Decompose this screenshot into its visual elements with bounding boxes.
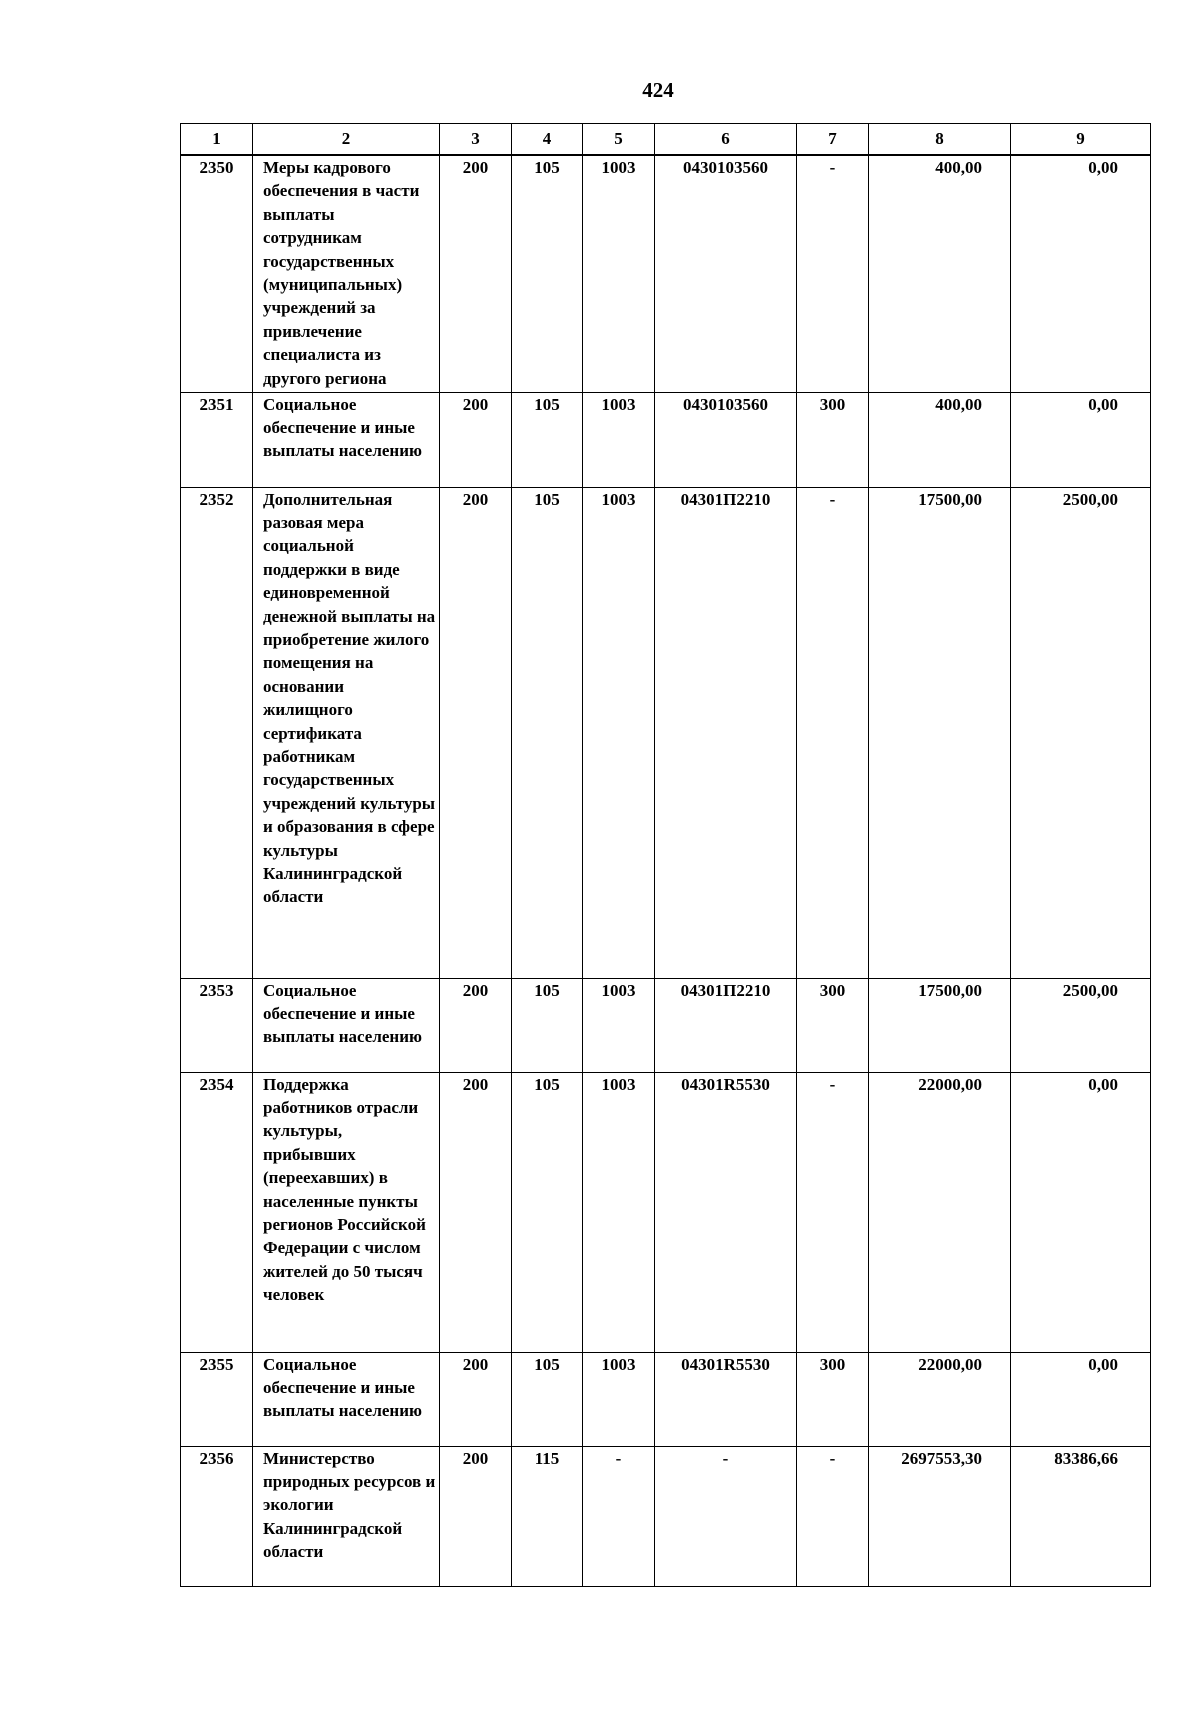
row-name-cell: Социальное обеспечение и иные выплаты населению	[253, 978, 440, 1072]
row-number-cell: 2355	[181, 1352, 253, 1446]
row-name-cell: Поддержка работников отрасли культуры, прибывших (переехавших) в населенные пункты регионов Российской Федерации с числом жителей до 50 тысяч человек	[253, 1072, 440, 1352]
col6-cell: 04301R5530	[655, 1352, 797, 1446]
header-cell: 4	[512, 124, 583, 156]
table-row	[181, 1072, 1151, 1352]
col6-cell: 04301R5530	[655, 1072, 797, 1352]
col4-cell: 115	[512, 1446, 583, 1586]
col9-amount-cell: 2500,00	[1011, 978, 1151, 1072]
page-number: 424	[642, 78, 674, 102]
col5-cell: 1003	[583, 978, 655, 1072]
col8-amount-cell: 17500,00	[869, 978, 1011, 1072]
col5-cell: 1003	[583, 487, 655, 978]
header-cell: 6	[655, 124, 797, 156]
header-cell: 5	[583, 124, 655, 156]
row-number-cell: 2352	[181, 487, 253, 978]
col4-cell: 105	[512, 978, 583, 1072]
col4-cell: 105	[512, 1072, 583, 1352]
col9-amount-cell: 0,00	[1011, 1072, 1151, 1352]
col6-cell: -	[655, 1446, 797, 1586]
col9-amount-cell: 0,00	[1011, 392, 1151, 487]
col4-cell: 105	[512, 392, 583, 487]
header-cell: 3	[440, 124, 512, 156]
col7-cell: 300	[797, 978, 869, 1072]
row-name-cell: Социальное обеспечение и иные выплаты населению	[253, 392, 440, 487]
header-cell: 2	[253, 124, 440, 156]
col4-cell: 105	[512, 155, 583, 392]
col3-cell: 200	[440, 1072, 512, 1352]
header-row	[181, 124, 1151, 156]
col8-amount-cell: 400,00	[869, 392, 1011, 487]
col3-cell: 200	[440, 1446, 512, 1586]
col3-cell: 200	[440, 1352, 512, 1446]
row-name-cell: Меры кадрового обеспечения в части выплаты сотрудникам государственных (муниципальных) учреждений за привлечение специалиста из другого региона	[253, 155, 440, 392]
row-number-cell: 2351	[181, 392, 253, 487]
header-cell: 8	[869, 124, 1011, 156]
row-name-cell: Министерство природных ресурсов и экологии Калининградской области	[253, 1446, 440, 1586]
header-cell: 7	[797, 124, 869, 156]
col6-cell: 04301П2210	[655, 978, 797, 1072]
col3-cell: 200	[440, 978, 512, 1072]
table-row	[181, 1352, 1151, 1446]
col5-cell: 1003	[583, 1072, 655, 1352]
row-name-cell: Социальное обеспечение и иные выплаты населению	[253, 1352, 440, 1446]
col7-cell: -	[797, 1072, 869, 1352]
col6-cell: 0430103560	[655, 392, 797, 487]
row-number-cell: 2353	[181, 978, 253, 1072]
col5-cell: 1003	[583, 155, 655, 392]
col5-cell: -	[583, 1446, 655, 1586]
row-number-cell: 2350	[181, 155, 253, 392]
col3-cell: 200	[440, 392, 512, 487]
budget-table	[180, 123, 1151, 1587]
table-row	[181, 155, 1151, 392]
col6-cell: 04301П2210	[655, 487, 797, 978]
row-name-cell: Дополнительная разовая мера социальной поддержки в виде единовременной денежной выплаты на приобретение жилого помещения на основании жилищного сертификата работникам государственных учреждений культуры и образования в сфере культуры Калининградской области	[253, 487, 440, 978]
col9-amount-cell: 0,00	[1011, 155, 1151, 392]
row-number-cell: 2354	[181, 1072, 253, 1352]
col7-cell: -	[797, 487, 869, 978]
col9-amount-cell: 2500,00	[1011, 487, 1151, 978]
col5-cell: 1003	[583, 392, 655, 487]
col8-amount-cell: 17500,00	[869, 487, 1011, 978]
col8-amount-cell: 22000,00	[869, 1072, 1011, 1352]
row-number-cell: 2356	[181, 1446, 253, 1586]
table-row	[181, 1446, 1151, 1586]
col9-amount-cell: 0,00	[1011, 1352, 1151, 1446]
col4-cell: 105	[512, 1352, 583, 1446]
col6-cell: 0430103560	[655, 155, 797, 392]
col3-cell: 200	[440, 487, 512, 978]
col9-amount-cell: 83386,66	[1011, 1446, 1151, 1586]
col4-cell: 105	[512, 487, 583, 978]
col7-cell: -	[797, 155, 869, 392]
header-cell: 1	[181, 124, 253, 156]
col7-cell: -	[797, 1446, 869, 1586]
col8-amount-cell: 2697553,30	[869, 1446, 1011, 1586]
col7-cell: 300	[797, 392, 869, 487]
header-cell: 9	[1011, 124, 1151, 156]
col8-amount-cell: 400,00	[869, 155, 1011, 392]
col3-cell: 200	[440, 155, 512, 392]
col8-amount-cell: 22000,00	[869, 1352, 1011, 1446]
table-row	[181, 978, 1151, 1072]
table-row	[181, 487, 1151, 978]
col7-cell: 300	[797, 1352, 869, 1446]
table-row	[181, 392, 1151, 487]
col5-cell: 1003	[583, 1352, 655, 1446]
